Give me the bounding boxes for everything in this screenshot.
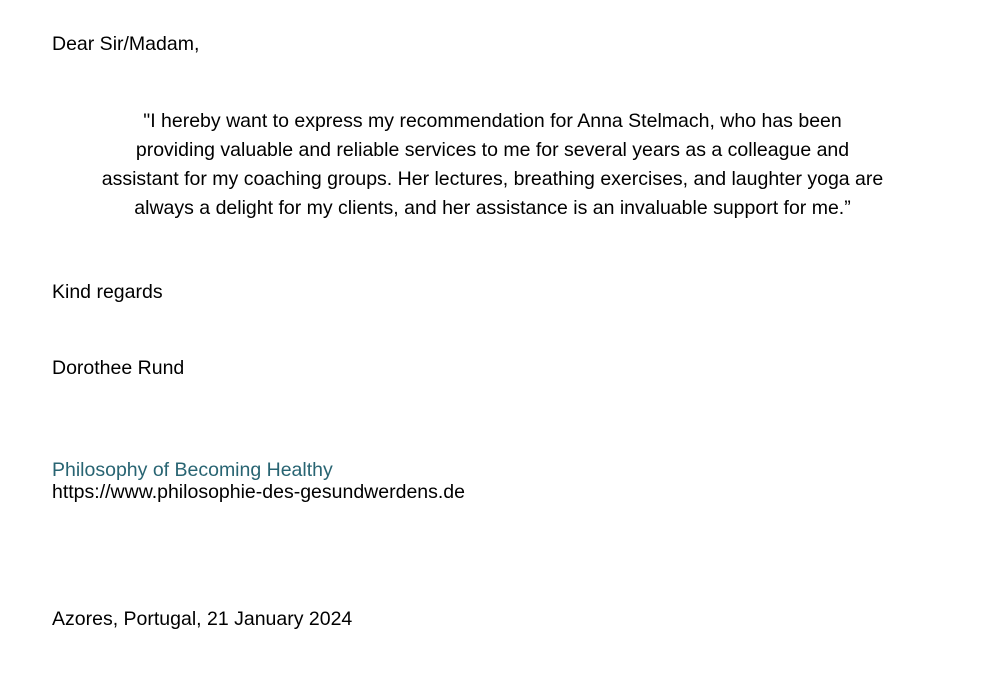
quote-line-1: "I hereby want to express my recommendation for Anna Stelmach, who has been (143, 110, 842, 132)
recommendation-quote (52, 107, 933, 223)
closing-phrase: Kind regards (52, 281, 163, 303)
quote-line-2: providing valuable and reliable services to me for several years as a colleague and (135, 139, 850, 161)
place-and-date: Azores, Portugal, 21 January 2024 (52, 608, 353, 630)
website-url: https://www.philosophie-des-gesundwerdens.de (52, 481, 465, 503)
quote-line-3: assistant for my coaching groups. Her lectures, breathing exercises, and laughter yoga are (101, 168, 884, 190)
organization-link[interactable]: Philosophy of Becoming Healthy (52, 459, 333, 481)
signature-name: Dorothee Rund (52, 357, 185, 379)
salutation: Dear Sir/Madam, (52, 33, 200, 55)
quote-line-4: always a delight for my clients, and her assistance is an invaluable support for me.” (134, 197, 851, 219)
